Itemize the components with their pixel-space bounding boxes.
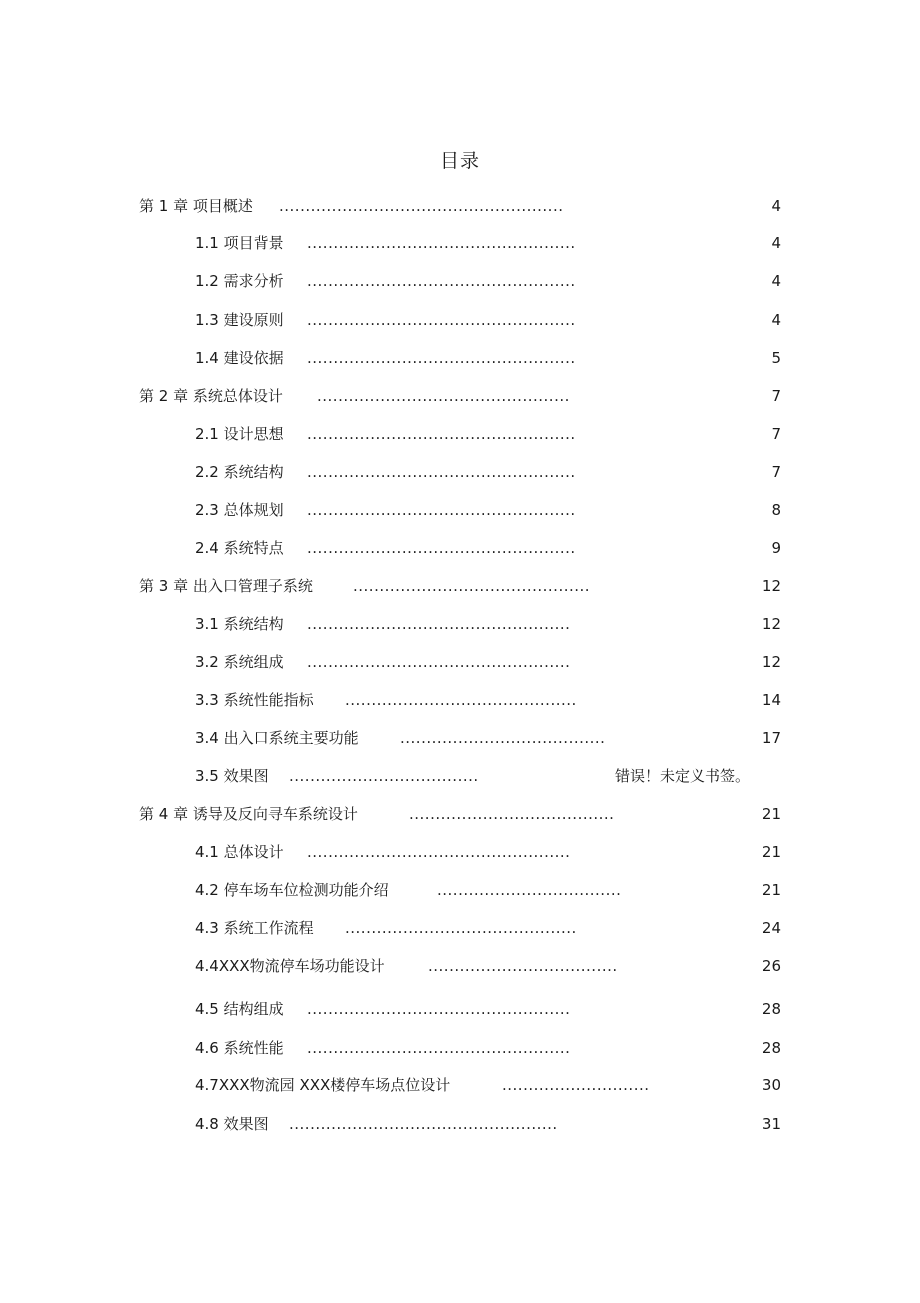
toc-entry[interactable] (0, 231, 920, 255)
toc-label: 4.7XXX物流园 XXX楼停车场点位设计 (195, 1076, 451, 1094)
toc-leader: ................................................... (307, 311, 576, 329)
toc-entry[interactable] (0, 194, 920, 218)
toc-leader: ................................................... (307, 349, 576, 367)
toc-page-number: 21 (761, 843, 781, 861)
toc-page-number: 7 (771, 463, 781, 481)
toc-label: 3.5 效果图 (195, 767, 269, 785)
toc-label: 第 2 章 系统总体设计 (139, 387, 283, 405)
toc-leader: ................................................... (289, 1115, 558, 1133)
toc-page-number: 30 (761, 1076, 781, 1094)
toc-leader: .................................................. (307, 1000, 571, 1018)
toc-leader: .................................................. (307, 615, 571, 633)
toc-leader: ....................................... (409, 805, 615, 823)
toc-entry[interactable] (0, 726, 920, 750)
page-title: 目录 (439, 150, 480, 172)
toc-label: 1.3 建设原则 (195, 311, 284, 329)
toc-error-text: 错误！未定义书签。 (615, 767, 751, 785)
toc-label: 1.1 项目背景 (195, 234, 284, 252)
toc-entry[interactable] (0, 802, 920, 826)
toc-page-number: 14 (761, 691, 781, 709)
toc-leader: ................................................... (307, 539, 576, 557)
toc-label: 4.1 总体设计 (195, 843, 284, 861)
toc-entry[interactable] (0, 916, 920, 940)
toc-label: 第 4 章 诱导及反向寻车系统设计 (139, 805, 358, 823)
toc-leader: ................................................... (307, 272, 576, 290)
toc-page-number: 7 (771, 425, 781, 443)
toc-entry[interactable] (0, 1073, 920, 1097)
toc-entry[interactable] (0, 997, 920, 1021)
toc-entry[interactable] (0, 1036, 920, 1060)
toc-leader: ................................................... (307, 463, 576, 481)
toc-leader: ................................................... (307, 425, 576, 443)
toc-page-number: 5 (771, 349, 781, 367)
toc-entry[interactable] (0, 840, 920, 864)
toc-label: 1.4 建设依据 (195, 349, 284, 367)
toc-page-number: 8 (771, 501, 781, 519)
toc-label: 第 3 章 出入口管理子系统 (139, 577, 313, 595)
toc-leader: ................................................... (307, 234, 576, 252)
toc-label: 4.8 效果图 (195, 1115, 269, 1133)
toc-leader: ...................................................... (279, 197, 564, 215)
toc-label: 4.4XXX物流停车场功能设计 (195, 957, 385, 975)
toc-page-number: 12 (761, 577, 781, 595)
toc-entry[interactable] (0, 269, 920, 293)
toc-label: 3.2 系统组成 (195, 653, 284, 671)
toc-leader: .................................................. (307, 843, 571, 861)
toc-leader: ............................................ (345, 691, 577, 709)
toc-page-number: 4 (771, 234, 781, 252)
toc-page-number: 17 (761, 729, 781, 747)
toc-label: 4.3 系统工作流程 (195, 919, 314, 937)
toc-label: 2.2 系统结构 (195, 463, 284, 481)
toc-entry[interactable] (0, 498, 920, 522)
toc-entry[interactable] (0, 878, 920, 902)
toc-entry[interactable] (0, 954, 920, 978)
toc-page-number: 12 (761, 653, 781, 671)
toc-page-number: 9 (771, 539, 781, 557)
toc-page-number: 28 (761, 1000, 781, 1018)
toc-page-number: 4 (771, 311, 781, 329)
toc-page-number: 26 (761, 957, 781, 975)
toc-page-number: 4 (771, 272, 781, 290)
toc-label: 3.3 系统性能指标 (195, 691, 314, 709)
toc-leader: .................................... (289, 767, 479, 785)
toc-leader: ............................ (502, 1076, 650, 1094)
toc-label: 4.5 结构组成 (195, 1000, 284, 1018)
toc-page-number: 21 (761, 881, 781, 899)
toc-label: 3.1 系统结构 (195, 615, 284, 633)
toc-entry[interactable] (0, 650, 920, 674)
toc-leader: ................................................... (307, 501, 576, 519)
toc-leader: ............................................ (345, 919, 577, 937)
toc-entry[interactable] (0, 460, 920, 484)
toc-leader: .................................................. (307, 653, 571, 671)
toc-label: 4.2 停车场车位检测功能介绍 (195, 881, 389, 899)
toc-label: 2.3 总体规划 (195, 501, 284, 519)
toc-entry[interactable] (0, 308, 920, 332)
toc-leader: ................................... (437, 881, 622, 899)
toc-entry[interactable] (0, 764, 920, 788)
toc-leader: ............................................. (353, 577, 591, 595)
toc-label: 2.1 设计思想 (195, 425, 284, 443)
toc-entry[interactable] (0, 612, 920, 636)
toc-entry[interactable] (0, 1112, 920, 1136)
toc-entry[interactable] (0, 536, 920, 560)
toc-label: 1.2 需求分析 (195, 272, 284, 290)
toc-label: 3.4 出入口系统主要功能 (195, 729, 359, 747)
toc-entry[interactable] (0, 688, 920, 712)
toc-page-number: 24 (761, 919, 781, 937)
toc-page-number: 28 (761, 1039, 781, 1057)
toc-page-number: 7 (771, 387, 781, 405)
toc-leader: ................................................ (317, 387, 570, 405)
toc-leader: .................................... (428, 957, 618, 975)
toc-entry[interactable] (0, 384, 920, 408)
toc-leader: ....................................... (400, 729, 606, 747)
toc-label: 2.4 系统特点 (195, 539, 284, 557)
toc-label: 4.6 系统性能 (195, 1039, 284, 1057)
toc-leader: .................................................. (307, 1039, 571, 1057)
toc-entry[interactable] (0, 346, 920, 370)
toc-label: 第 1 章 项目概述 (139, 197, 253, 215)
toc-page-number: 4 (771, 197, 781, 215)
toc-page-number: 21 (761, 805, 781, 823)
toc-page-number: 12 (761, 615, 781, 633)
toc-entry[interactable] (0, 422, 920, 446)
toc-page-number: 31 (761, 1115, 781, 1133)
toc-entry[interactable] (0, 574, 920, 598)
